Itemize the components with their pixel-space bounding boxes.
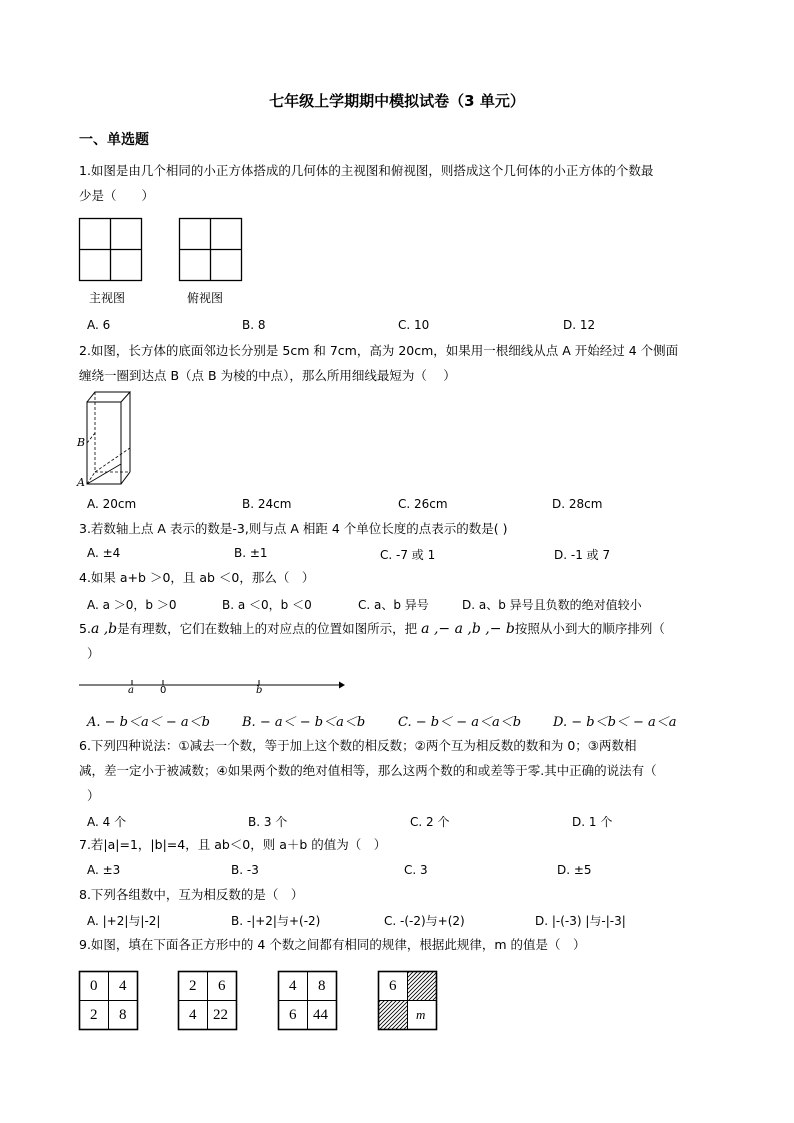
grid1-top-left: 0 [90,978,98,994]
q5-option-b[interactable]: B. − a＜ − b＜a＜b [242,715,366,730]
grid4-top-left: 6 [389,978,397,994]
grid3-top-right: 8 [318,978,326,994]
q2-option-b[interactable]: B. 24cm [242,497,292,511]
q2-stem-line1: 2.如图，长方体的底面邻边长分别是 5cm 和 7cm，高为 20cm，如果用一根细线从点 A 开始经过 4 个侧面 [79,343,679,358]
q3-option-c[interactable]: C. -7 或 1 [380,548,436,562]
grid3-bottom-left: 6 [289,1007,297,1023]
q1-option-a[interactable]: A. 6 [87,318,111,332]
point-a-label: A [77,476,85,489]
q7-option-d[interactable]: D. ±5 [557,863,592,877]
q1-option-c[interactable]: C. 10 [398,318,430,332]
q6-stem-line2: 减，差一定小于被减数；④如果两个数的绝对值相等，那么这两个数的和或差等于零.其中正确的说法有（ [79,763,657,778]
axis-label-zero: 0 [160,685,167,696]
q6-stem-line1: 6.下列四种说法：①减去一个数，等于加上这个数的相反数；②两个互为相反数的数和为 0；③两数相 [79,738,637,753]
front-view-caption: 主视图 [89,291,126,305]
q2-option-a[interactable]: A. 20cm [87,497,137,511]
front-view-figure [79,218,143,282]
grid2-top-left: 2 [189,978,197,994]
q7-stem: 7.若|a|=1，|b|=4，且 ab＜0，则 a＋b 的值为（ ） [79,837,387,852]
grid3-top-left: 4 [289,978,297,994]
q2-option-c[interactable]: C. 26cm [398,497,448,511]
q3-option-a[interactable]: A. ±4 [87,546,121,560]
number-line [79,678,345,692]
q1-stem-line2: 少是（ ） [79,188,155,203]
q5-option-a[interactable]: A. − b＜a＜ − a＜b [87,715,210,730]
q5-stem-line2: ） [87,646,100,661]
q6-option-b[interactable]: B. 3 个 [248,815,288,829]
q4-option-c[interactable]: C. a、b 异号 [358,598,429,612]
q1-option-b[interactable]: B. 8 [242,318,266,332]
q3-option-d[interactable]: D. -1 或 7 [554,548,611,562]
q1-option-d[interactable]: D. 12 [563,318,596,332]
q8-option-b[interactable]: B. -|+2|与+(-2) [231,914,321,928]
q2-stem-line2: 缠绕一圈到达点 B（点 B 为棱的中点），那么所用细线最短为（ ） [79,368,456,383]
q5-math-ab: a ,b [90,621,118,637]
q7-option-c[interactable]: C. 3 [404,863,428,877]
number-grid-3 [278,971,338,1031]
page-title: 七年级上学期期中模拟试卷（3 单元） [269,92,525,110]
q8-option-c[interactable]: C. -(-2)与+(2) [384,914,465,928]
grid1-bottom-left: 2 [90,1007,98,1023]
q8-stem: 8.下列各组数中，互为相反数的是（ ） [79,887,304,902]
cuboid-figure [76,388,138,490]
q5-text-mid: 是有理数，它们在数轴上的对应点的位置如图所示，把 [117,621,418,636]
q9-stem: 9.如图，填在下面各正方形中的 4 个数之间都有相同的规律，根据此规律，m 的值是（ ） [79,937,586,952]
q6-option-c[interactable]: C. 2 个 [410,815,450,829]
q8-option-d[interactable]: D. |-(-3) |与-|-3| [535,914,626,928]
section-heading: 一、单选题 [79,132,149,148]
grid3-bottom-right: 44 [313,1007,328,1023]
grid1-top-right: 4 [119,978,127,994]
q7-option-b[interactable]: B. -3 [231,863,259,877]
q5-option-c[interactable]: C. − b＜ − a＜a＜b [398,715,522,730]
q6-option-d[interactable]: D. 1 个 [572,815,613,829]
q3-stem: 3.若数轴上点 A 表示的数是-3,则与点 A 相距 4 个单位长度的点表示的数是( ) [79,521,508,536]
top-view-caption: 俯视图 [187,291,224,305]
q4-option-a[interactable]: A. a ＞0，b ＞0 [87,598,177,612]
q1-stem-line1: 1.如图是由几个相同的小正方体搭成的几何体的主视图和俯视图，则搭成这个几何体的小正方体的个数最 [79,163,654,178]
grid2-bottom-left: 4 [189,1007,197,1023]
number-grid-4 [378,971,438,1031]
q8-option-a[interactable]: A. |+2|与|-2| [87,914,161,928]
q2-option-d[interactable]: D. 28cm [552,497,603,511]
grid4-bottom-right: m [416,1007,426,1022]
axis-label-b: b [256,685,263,696]
q5-math-list: a ,− a ,b ,− b [421,621,515,637]
top-view-figure [179,218,243,282]
q5-text-end: 按照从小到大的顺序排列（ [514,621,665,636]
q6-stem-line3: ） [87,788,100,803]
grid2-bottom-right: 22 [213,1007,228,1023]
number-grid-1 [79,971,139,1031]
q4-stem: 4.如果 a+b ＞0，且 ab ＜0，那么（ ） [79,570,315,585]
q7-option-a[interactable]: A. ±3 [87,863,121,877]
point-b-label: B [77,436,86,449]
q5-option-d[interactable]: D. − b＜b＜ − a＜a [553,715,677,730]
q3-option-b[interactable]: B. ±1 [234,546,268,560]
q5-stem-line1: 5.a ,b是有理数，它们在数轴上的对应点的位置如图所示，把 a ,− a ,b ,− b按照从小到大的顺序排列（ [79,621,665,637]
q4-option-b[interactable]: B. a ＜0，b ＜0 [222,598,312,612]
q6-option-a[interactable]: A. 4 个 [87,815,127,829]
number-grid-2 [178,971,238,1031]
grid2-top-right: 6 [218,978,226,994]
q4-option-d[interactable]: D. a、b 异号且负数的绝对值较小 [462,598,642,612]
axis-label-a: a [128,685,134,696]
grid1-bottom-right: 8 [119,1007,127,1023]
